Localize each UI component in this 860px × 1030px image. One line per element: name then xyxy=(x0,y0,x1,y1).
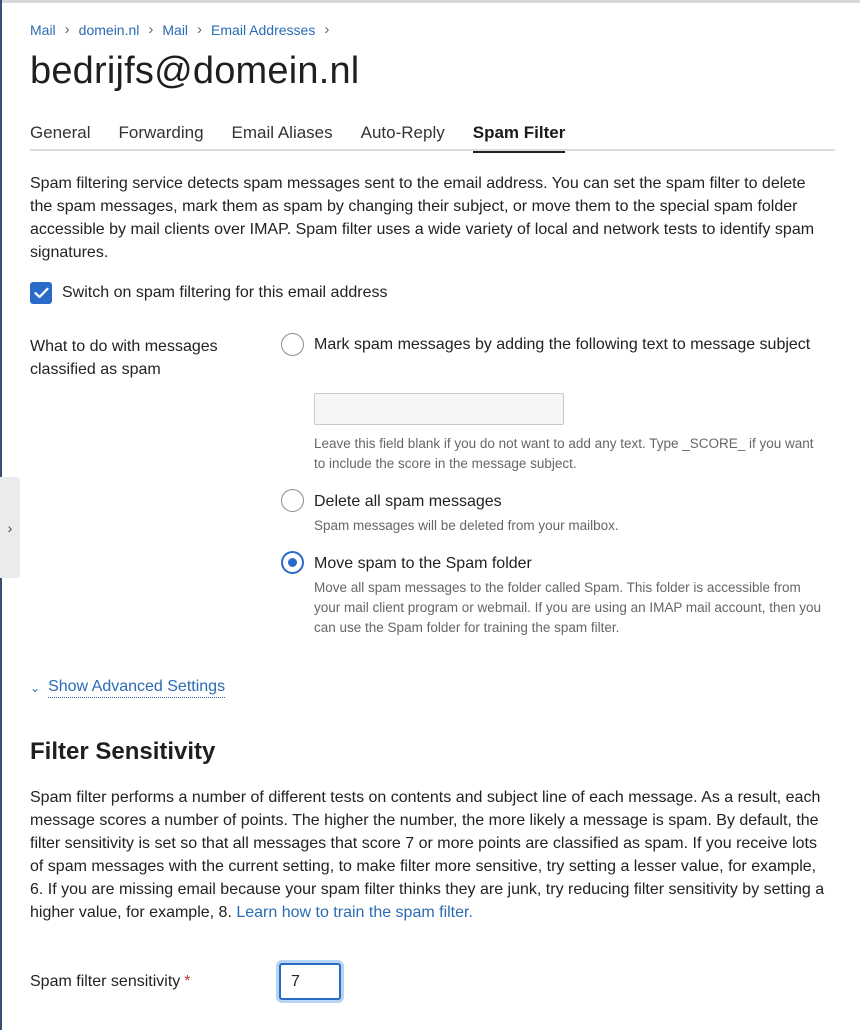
mark-spam-label[interactable]: Mark spam messages by adding the following text to message subject xyxy=(314,336,811,353)
advanced-settings-toggle[interactable] xyxy=(30,678,225,698)
spam-subject-text-input[interactable] xyxy=(314,393,564,425)
sidebar-toggle[interactable] xyxy=(0,477,20,578)
filter-sensitivity-description xyxy=(30,786,830,924)
breadcrumb-item-email-addresses[interactable]: Email Addresses xyxy=(211,21,316,38)
page-title: bedrijfs@domein.nl xyxy=(30,50,360,92)
tab-general[interactable]: General xyxy=(30,123,91,142)
spam-filter-sensitivity-label-text: Spam filter sensitivity xyxy=(30,973,181,990)
enable-spam-filter-checkbox[interactable] xyxy=(30,282,52,304)
learn-train-spam-filter-link[interactable]: Learn how to train the spam filter. xyxy=(236,904,473,921)
chevron-right-icon: › xyxy=(148,21,154,38)
show-advanced-settings-link[interactable]: Show Advanced Settings xyxy=(48,678,225,698)
breadcrumb-item-domain[interactable]: domein.nl xyxy=(78,21,140,38)
intro-text: Spam filtering service detects spam messages sent to the email address. You can set the spam filter to delete the spam messages, mark them as spam by changing their subject, or move them to the special spam folder accessible by mail clients over IMAP. Spam filter uses a wide variety of local and network tests to identify spam signatures. xyxy=(30,175,815,261)
spam-filter-sensitivity-label xyxy=(30,973,191,991)
enable-spam-filter-label[interactable]: Switch on spam filtering for this email address xyxy=(62,284,388,301)
tab-forwarding[interactable]: Forwarding xyxy=(118,123,204,142)
delete-spam-radio[interactable] xyxy=(281,489,304,512)
required-marker: * xyxy=(184,973,191,990)
tab-bar xyxy=(30,122,835,151)
chevron-right-icon: › xyxy=(7,519,13,536)
move-spam-radio[interactable] xyxy=(281,551,304,574)
check-icon xyxy=(34,287,49,299)
chevron-down-icon: ⌄ xyxy=(30,681,41,695)
spam-filter-sensitivity-input[interactable] xyxy=(279,963,341,1000)
mark-spam-hint: Leave this field blank if you do not want to add any text. Type _SCORE_ if you want to include the score in the message subject. xyxy=(314,436,814,471)
mark-spam-radio[interactable] xyxy=(281,333,304,356)
delete-spam-label[interactable]: Delete all spam messages xyxy=(314,493,502,510)
breadcrumb-item-mail[interactable]: Mail xyxy=(30,21,56,38)
chevron-right-icon: › xyxy=(64,21,70,38)
enable-spam-filter-row xyxy=(30,282,387,304)
filter-sensitivity-text: Spam filter performs a number of different tests on contents and subject line of each message. As a result, each message scores a number of points. The higher the number, the more likely a message is spam. By default, the filter sensitivity is set so that all messages that score 7 or more points are classified as spam. If you receive lots of spam messages with the current setting, to make filter more sensitive, try setting a lesser value, for example, 6. If you are missing email because your spam filter thinks they are junk, try reducing filter sensitivity by setting a higher value, for example, 8. xyxy=(30,789,825,921)
move-spam-hint: Move all spam messages to the folder called Spam. This folder is accessible from your mail client program or webmail. If you are using an IMAP mail account, then you can use the Spam folder for training the spam filter. xyxy=(314,580,821,635)
move-spam-label[interactable]: Move spam to the Spam folder xyxy=(314,555,532,572)
delete-spam-hint: Spam messages will be deleted from your mailbox. xyxy=(314,518,619,533)
tab-spam-filter[interactable]: Spam Filter xyxy=(473,122,566,153)
top-border xyxy=(0,0,860,3)
tab-email-aliases[interactable]: Email Aliases xyxy=(231,123,333,142)
filter-sensitivity-heading: Filter Sensitivity xyxy=(30,738,216,765)
spam-action-label: What to do with messages classified as spam xyxy=(30,338,218,378)
tab-auto-reply[interactable]: Auto-Reply xyxy=(360,123,445,142)
chevron-right-icon: › xyxy=(324,21,330,38)
breadcrumb-item-domain-mail[interactable]: Mail xyxy=(162,21,189,38)
chevron-right-icon: › xyxy=(197,21,203,38)
breadcrumb xyxy=(30,21,338,38)
